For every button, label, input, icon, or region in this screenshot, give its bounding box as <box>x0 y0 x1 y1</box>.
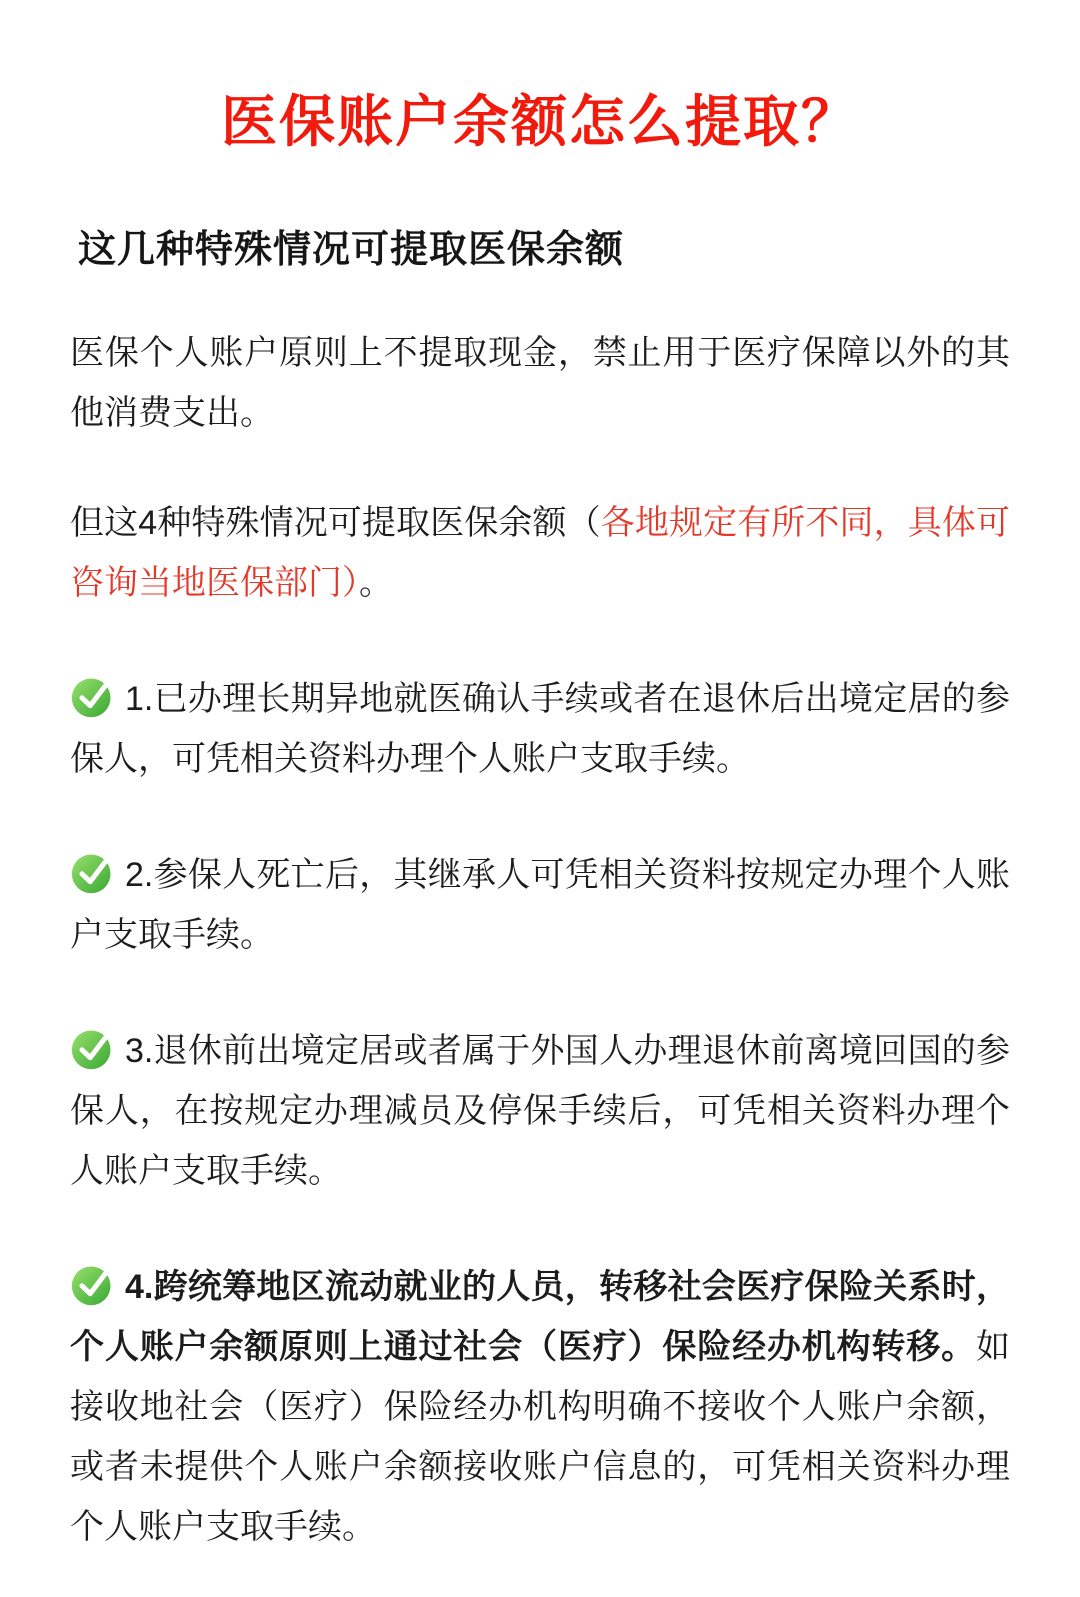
item-2-text: 2.参保人死亡后，其继承人可凭相关资料按规定办理个人账户支取手续。 <box>70 856 1010 954</box>
check-circle-icon <box>70 673 116 719</box>
item-4-bold-text: 4.跨统筹地区流动就业的人员，转移社会医疗保险关系时，个人账户余额原则上通过社会（医疗）保险经办机构转移。 <box>70 1268 1010 1366</box>
list-item-1 <box>70 669 1010 789</box>
subtitle: 这几种特殊情况可提取医保余额 <box>78 229 625 271</box>
item-3-text: 3.退休前出境定居或者属于外国人办理退休前离境回国的参保人，在按规定办理减员及停保手续后，可凭相关资料办理个人账户支取手续。 <box>70 1032 1010 1190</box>
list-item-3 <box>70 1021 1010 1201</box>
list-item-4 <box>70 1257 1010 1557</box>
note-text-red: 各地规定有所不同，具体可咨询当地医保部门） <box>70 504 1010 602</box>
note-paragraph <box>70 493 1010 613</box>
check-circle-icon <box>70 849 116 895</box>
check-circle-icon <box>70 1025 116 1071</box>
item-1-text: 1.已办理长期异地就医确认手续或者在退休后出境定居的参保人，可凭相关资料办理个人账户支取手续。 <box>70 680 1010 778</box>
item-4-text: 如接收地社会（医疗）保险经办机构明确不接收个人账户余额，或者未提供个人账户余额接收账户信息的，可凭相关资料办理个人账户支取手续。 <box>70 1328 1010 1546</box>
list-item-2 <box>70 845 1010 965</box>
note-text-black: 但这4种特殊情况可提取医保余额（ <box>70 504 601 542</box>
note-text-period: 。 <box>359 564 393 602</box>
check-circle-icon <box>70 1261 116 1307</box>
intro-paragraph: 医保个人账户原则上不提取现金，禁止用于医疗保障以外的其他消费支出。 <box>70 334 1010 432</box>
page-title: 医保账户余额怎么提取？ <box>221 90 859 153</box>
